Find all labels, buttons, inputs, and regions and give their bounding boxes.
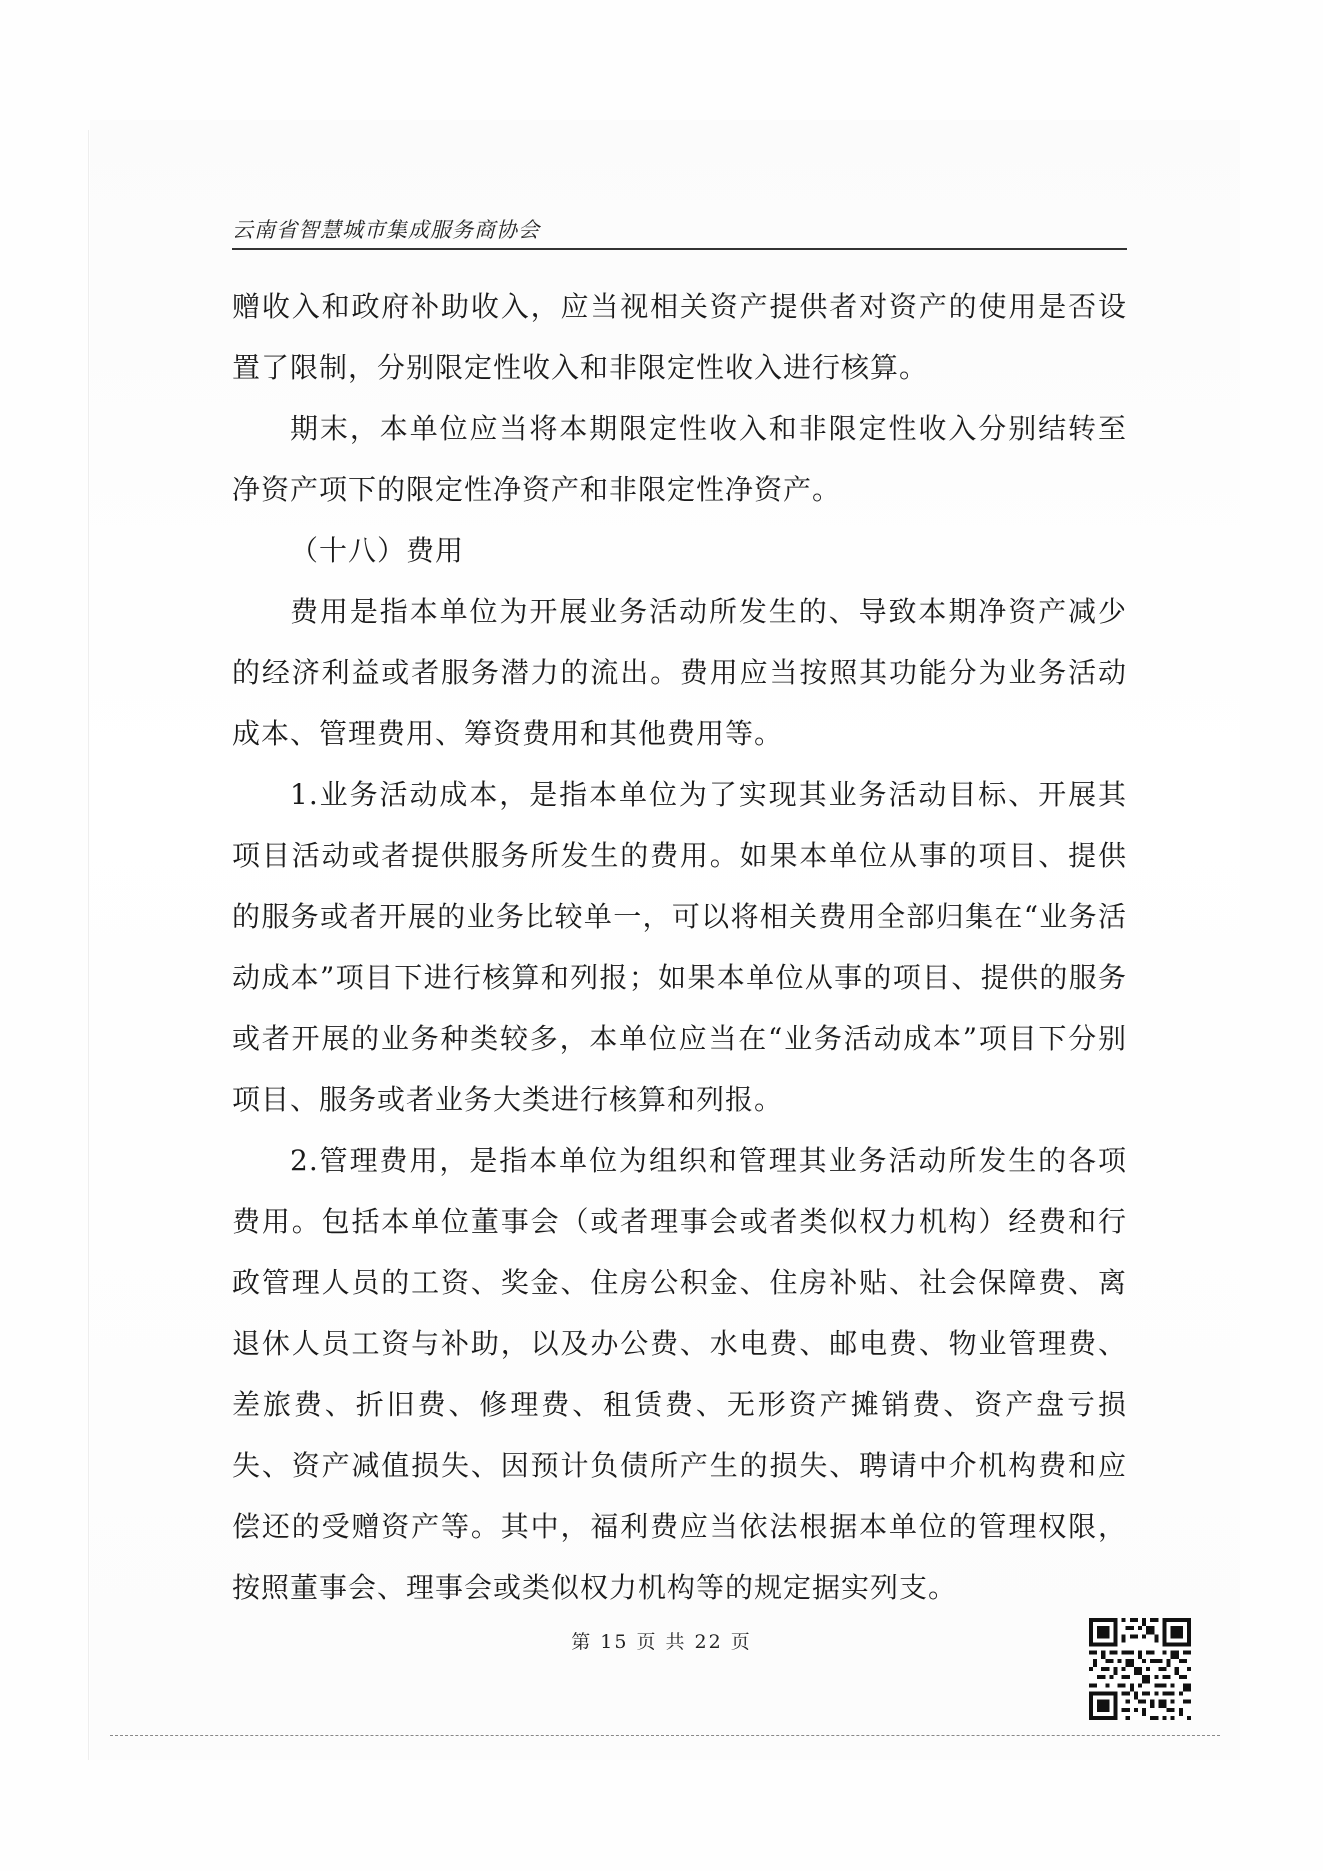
scan-edge [88, 130, 89, 1760]
paragraph-expense-definition: 费用是指本单位为开展业务活动所发生的、导致本期净资产减少的经济利益或者服务潜力的流出。费用应当按照其功能分为业务活动成本、管理费用、筹资费用和其他费用等。 [232, 595, 1127, 750]
paragraph-management-expenses: 2.管理费用，是指本单位为组织和管理其业务活动所发生的各项费用。包括本单位董事会（或者理事会或者类似权力机构）经费和行政管理人员的工资、奖金、住房公积金、住房补贴、社会保障费、离退休人员工资与补助，以及办公费、水电费、邮电费、物业管理费、差旅费、折旧费、修理费、租赁费、无形资产摊销费、资产盘亏损失、资产减值损失、因预计负债所产生的损失、聘请中介机构费和应偿还的受赠资产等。其中，福利费应当依法根据本单位的管理权限，按照董事会、理事会或类似权力机构等的规定据实列支。 [232, 1144, 1127, 1604]
qr-code-icon [1089, 1618, 1191, 1720]
paragraph-business-activity-cost: 1.业务活动成本，是指本单位为了实现其业务活动目标、开展其项目活动或者提供服务所发生的费用。如果本单位从事的项目、提供的服务或者开展的业务比较单一，可以将相关费用全部归集在“业务活动成本”项目下进行核算和列报；如果本单位从事的项目、提供的服务或者开展的业务种类较多，本单位应当在“业务活动成本”项目下分别项目、服务或者业务大类进行核算和列报。 [232, 778, 1127, 1116]
paragraph-period-end: 期末，本单位应当将本期限定性收入和非限定性收入分别结转至净资产项下的限定性净资产和非限定性净资产。 [232, 412, 1127, 506]
bottom-rule [110, 1735, 1220, 1736]
paragraph-continuation: 赠收入和政府补助收入，应当视相关资产提供者对资产的使用是否设置了限制，分别限定性收入和非限定性收入进行核算。 [232, 290, 1127, 384]
page-number: 第 15 页 共 22 页 [571, 1631, 752, 1653]
section-heading-expenses: （十八）费用 [290, 534, 465, 567]
header-title: 云南省智慧城市集成服务商协会 [232, 218, 540, 242]
page-header [232, 214, 1127, 250]
document-body [232, 276, 1127, 1618]
